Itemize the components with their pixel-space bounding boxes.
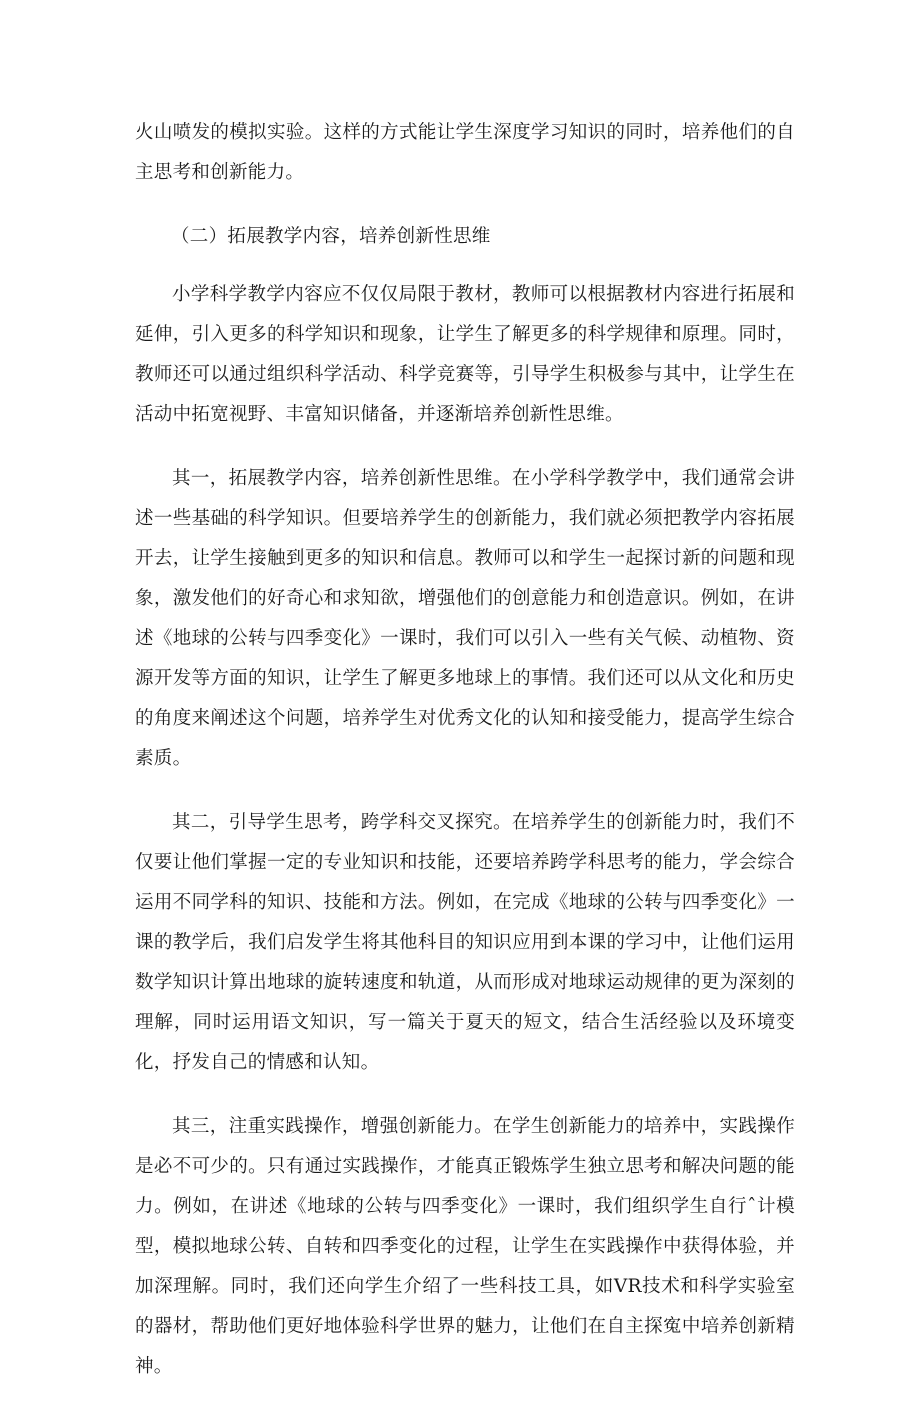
body-paragraph-4: 其三，注重实践操作，增强创新能力。在学生创新能力的培养中，实践操作是必不可少的。只有通过实践操作，才能真正锻炼学生独立思考和解决问题的能力。例如，在讲述《地球的公转与四季变化》一课时，我们组织学生自行ˆ计模型，模拟地球公转、自转和四季变化的过程，让学生在实践操作中获得体验，并加深理解。同时，我们还向学生介绍了一些科技工具，如VR技术和科学实验室的器材，帮助他们更好地体验科学世界的魅力，让他们在自主探寃中培养创新精神。	[135, 1116, 795, 1377]
body-paragraph-1: 小学科学教学内容应不仅仅局限于教材，教师可以根据教材内容进行拓展和延伸，引入更多的科学知识和现象，让学生了解更多的科学规律和原理。同时，教师还可以通过组织科学活动、科学竞赛等，引导学生积极参与其中，让学生在活动中拓宽视野、丰富知识储备，并逐渐培养创新性思维。	[135, 284, 795, 425]
section-heading: （二）拓展教学内容，培养创新性思维	[171, 226, 491, 247]
continuation-paragraph: 火山喷发的模拟实验。这样的方式能让学生深度学习知识的同时，培养他们的自主思考和创新能力。	[135, 122, 795, 183]
body-paragraph-2: 其一，拓展教学内容，培养创新性思维。在小学科学教学中，我们通常会讲述一些基础的科学知识。但要培养学生的创新能力，我们就必须把教学内容拓展开去，让学生接触到更多的知识和信息。教师可以和学生一起探讨新的问题和现象，激发他们的好奇心和求知欲，增强他们的创意能力和创造意识。例如，在讲述《地球的公转与四季变化》一课时，我们可以引入一些有关气候、动植物、资源开发等方面的知识，让学生了解更多地球上的事情。我们还可以从文化和历史的角度来阐述这个问题，培养学生对优秀文化的认知和接受能力，提高学生综合素质。	[135, 468, 795, 769]
body-paragraph-3: 其二，引导学生思考，跨学科交叉探究。在培养学生的创新能力时，我们不仅要让他们掌握一定的专业知识和技能，还要培养跨学科思考的能力，学会综合运用不同学科的知识、技能和方法。例如，在完成《地球的公转与四季变化》一课的教学后，我们启发学生将其他科目的知识应用到本课的学习中，让他们运用数学知识计算出地球的旋转速度和轨道，从而形成对地球运动规律的更为深刻的理解，同时运用语文知识，写一篇关于夏天的短文，结合生活经验以及环境变化，抒发自己的情感和认知。	[135, 812, 795, 1073]
document-body	[135, 113, 795, 1411]
